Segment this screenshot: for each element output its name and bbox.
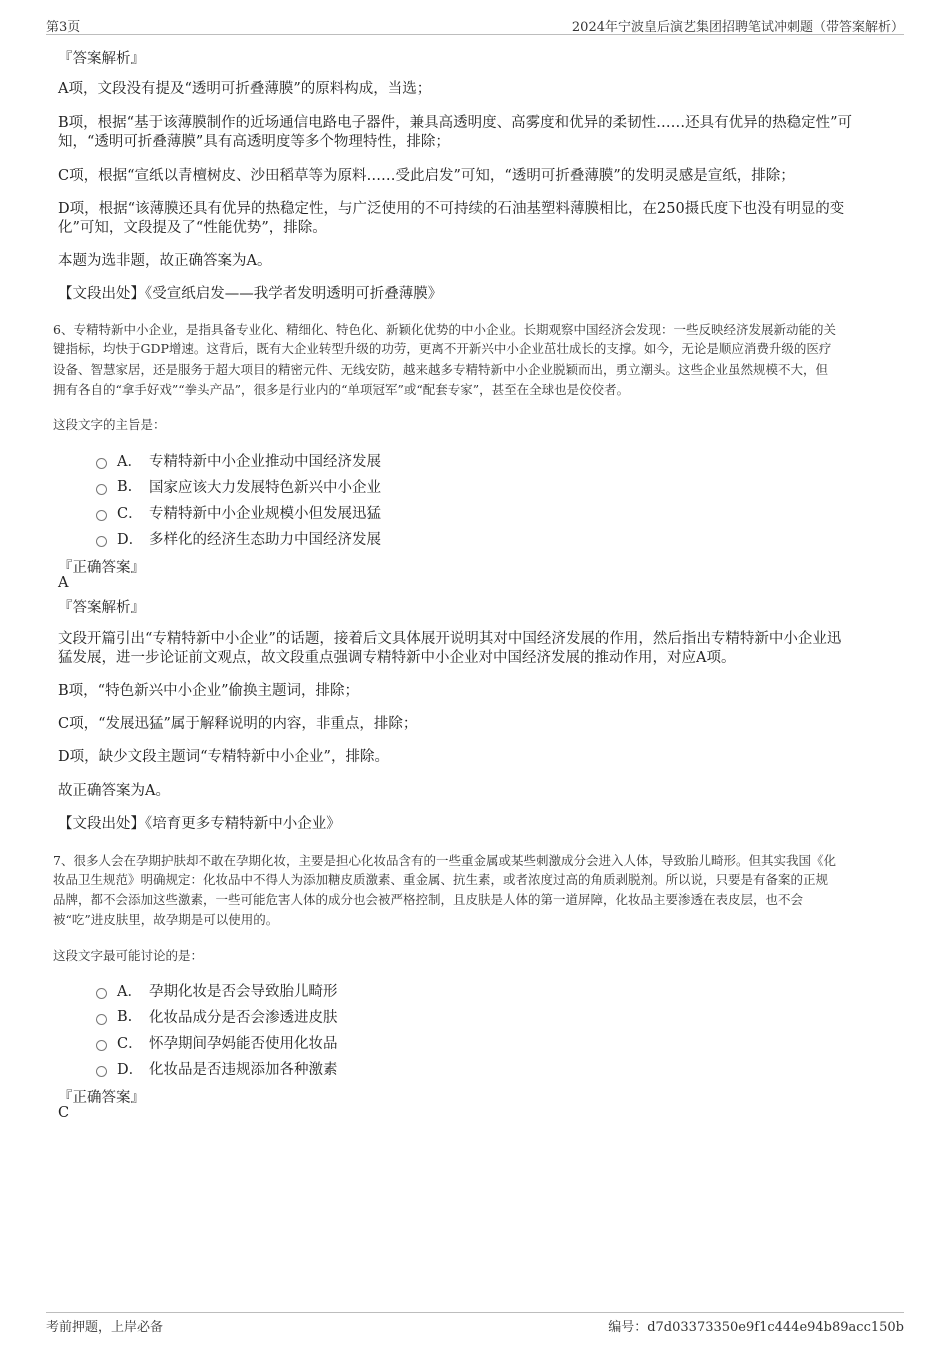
option-letter: B. — [117, 478, 133, 495]
q6-option-b[interactable] — [96, 476, 381, 497]
q6-conclusion: 故正确答案为A。 — [58, 783, 170, 799]
q6-source: 【文段出处】《培育更多专精特新中小企业》 — [58, 816, 341, 832]
q7-prompt: 这段文字最可能讨论的是： — [53, 948, 204, 963]
option-text: 化妆品成分是否会渗透进皮肤 — [149, 1010, 338, 1026]
radio-button[interactable] — [96, 1040, 107, 1051]
option-text: 怀孕期间孕妈能否使用化妆品 — [149, 1036, 338, 1052]
option-letter: C． — [117, 1036, 143, 1052]
q5-conclusion: 本题为选非题，故正确答案为A。 — [58, 253, 272, 269]
page-footer — [46, 1312, 904, 1335]
q5-analysis-c: C项，根据“宣纸以青檀树皮、沙田稻草等为原料……受此启发”可知，“透明可折叠薄膜”的发明灵感是宣纸，排除； — [58, 168, 795, 184]
q6-text-line2: 键指标，均快于GDP增速。这背后，既有大企业转型升级的功劳，更离不开新兴中小企业茁壮成长的支撑。如今，无论是顺应消费升级的医疗 — [53, 341, 832, 356]
q7-option-d[interactable] — [96, 1058, 338, 1079]
radio-button[interactable] — [96, 510, 107, 521]
option-letter: D． — [117, 532, 144, 548]
q5-analysis-d-line2: 化”可知，文段提及了“性能优势”，排除。 — [58, 220, 327, 236]
page-number: 第3页 — [46, 20, 81, 35]
q6-analysis-b: B项，“特色新兴中小企业”偷换主题词，排除； — [58, 683, 359, 699]
q5-analysis-label: 『答案解析』 — [58, 51, 145, 67]
q6-text-line4: 拥有各自的“拿手好戏”“拳头产品”，很多是行业内的“单项冠军”或“配套专家”，甚至在全球也是佼佼者。 — [53, 382, 630, 397]
q6-analysis-line1: 文段开篇引出“专精特新中小企业”的话题，接着后文具体展开说明其对中国经济发展的作用，然后指出专精特新中小企业迅 — [58, 631, 842, 647]
q6-text-line3: 设备、智慧家居，还是服务于超大项目的精密元件、无线安防，越来越多专精特新中小企业脱颖而出，勇立潮头。这些企业虽然规模不大，但 — [53, 362, 829, 377]
q6-correct-label: 『正确答案』 — [58, 560, 145, 576]
q5-analysis-b-line2: 知，“透明可折叠薄膜”具有高透明度等多个物理特性，排除； — [58, 134, 450, 150]
q7-option-b[interactable] — [96, 1006, 338, 1027]
option-text: 专精特新中小企业规模小但发展迅猛 — [149, 506, 381, 522]
q7-text-line2: 妆品卫生规范》明确规定：化妆品中不得人为添加糖皮质激素、重金属、抗生素，或者浓度过高的角质剥脱剂。所以说，只要是有备案的正规 — [53, 872, 829, 887]
q7-correct-answer: C — [58, 1105, 70, 1121]
q6-analysis-label: 『答案解析』 — [58, 600, 145, 616]
q6-option-c[interactable] — [96, 502, 381, 523]
q7-option-a[interactable] — [96, 980, 338, 1001]
q6-option-d[interactable] — [96, 528, 381, 549]
option-text: 国家应该大力发展特色新兴中小企业 — [149, 480, 381, 496]
q7-correct-label: 『正确答案』 — [58, 1090, 145, 1106]
q7-option-c[interactable] — [96, 1032, 338, 1053]
option-text: 多样化的经济生态助力中国经济发展 — [149, 532, 381, 548]
q5-analysis-d-line1: D项，根据“该薄膜还具有优异的热稳定性，与广泛使用的不可持续的石油基塑料薄膜相比，在250摄氏度下也没有明显的变 — [58, 201, 845, 217]
radio-button[interactable] — [96, 988, 107, 999]
footer-slogan: 考前押题，上岸必备 — [46, 1320, 164, 1335]
radio-button[interactable] — [96, 536, 107, 547]
document-code: 编号：d7d03373350e9f1c444e94b89acc150b — [608, 1320, 904, 1335]
q6-analysis-c: C项，“发展迅猛”属于解释说明的内容，非重点，排除； — [58, 716, 418, 732]
option-letter: A． — [117, 454, 142, 470]
option-letter: B. — [117, 1008, 133, 1025]
option-letter: C． — [117, 506, 143, 522]
radio-button[interactable] — [96, 484, 107, 495]
document-title: 2024年宁波皇后演艺集团招聘笔试冲刺题（带答案解析） — [571, 20, 904, 35]
radio-button[interactable] — [96, 458, 107, 469]
q5-analysis-b-line1: B项，根据“基于该薄膜制作的近场通信电路电子器件，兼具高透明度、高雾度和优异的柔韧性……还具有优异的热稳定性”可 — [58, 115, 852, 131]
option-letter: D． — [117, 1062, 144, 1078]
option-text: 孕期化妆是否会导致胎儿畸形 — [149, 984, 338, 1000]
option-text: 化妆品是否违规添加各种激素 — [149, 1062, 338, 1078]
q5-analysis-a: A项，文段没有提及“透明可折叠薄膜”的原料构成，当选； — [58, 81, 432, 97]
q6-correct-answer: A — [58, 575, 69, 591]
q7-text-line1: 7、很多人会在孕期护肤却不敢在孕期化妆，主要是担心化妆品含有的一些重金属或某些刺激成分会进入人体，导致胎儿畸形。但其实我国《化 — [53, 853, 836, 868]
q7-text-line3: 品牌，都不会添加这些激素，一些可能危害人体的成分也会被严格控制，且皮肤是人体的第一道屏障，化妆品主要渗透在表皮层，也不会 — [53, 892, 804, 907]
q7-text-line4: 被“吃”进皮肤里，故孕期是可以使用的。 — [53, 912, 279, 927]
q6-prompt: 这段文字的主旨是： — [53, 417, 166, 432]
radio-button[interactable] — [96, 1066, 107, 1077]
q6-text-line1: 6、专精特新中小企业，是指具备专业化、精细化、特色化、新颖化优势的中小企业。长期观察中国经济会发现：一些反映经济发展新动能的关 — [53, 322, 836, 337]
page-header — [46, 14, 904, 35]
q6-analysis-line2: 猛发展，进一步论证前文观点，故文段重点强调专精特新中小企业对中国经济发展的推动作用，对应A项。 — [58, 650, 736, 666]
option-text: 专精特新中小企业推动中国经济发展 — [149, 454, 381, 470]
q6-option-a[interactable] — [96, 450, 381, 471]
q5-source: 【文段出处】《受宣纸启发——我学者发明透明可折叠薄膜》 — [58, 286, 443, 302]
radio-button[interactable] — [96, 1014, 107, 1025]
option-letter: A． — [117, 984, 142, 1000]
q6-analysis-d: D项，缺少文段主题词“专精特新中小企业”，排除。 — [58, 749, 389, 765]
